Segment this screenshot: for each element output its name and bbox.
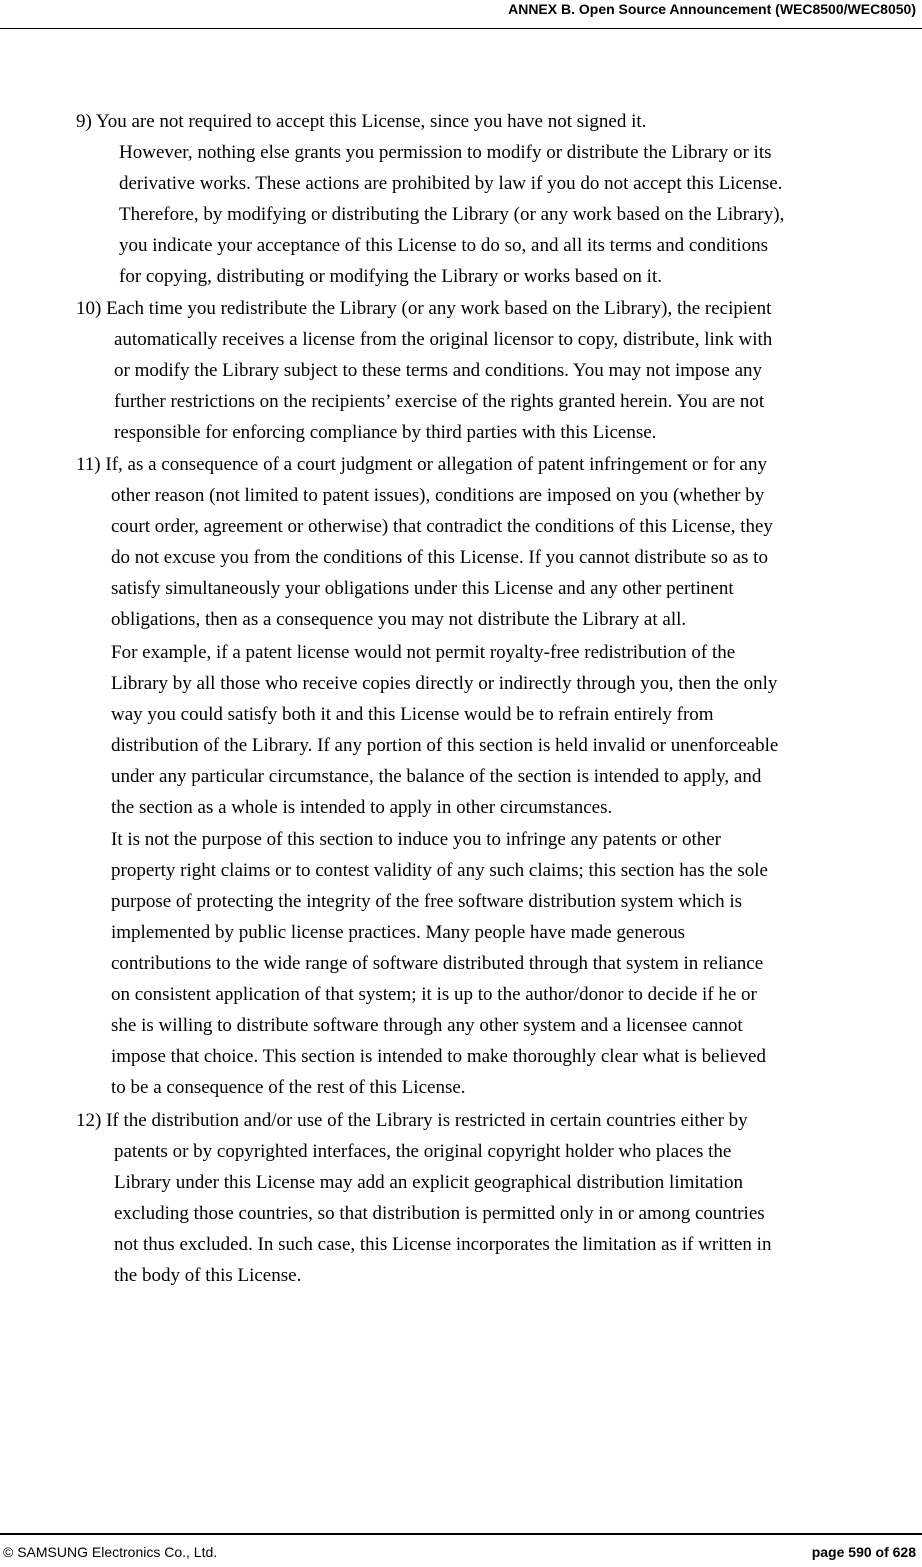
body-line: excluding those countries, so that distribution is permitted only in or among countries (114, 1203, 765, 1224)
body-line: automatically receives a license from the original licensor to copy, distribute, link with (114, 329, 773, 350)
body-line: the section as a whole is intended to apply in other circumstances. (111, 797, 613, 818)
body-line: However, nothing else grants you permission to modify or distribute the Library or its (119, 142, 772, 163)
body-line: Library under this License may add an explicit geographical distribution limitation (114, 1172, 743, 1193)
page-footer (0, 1533, 922, 1567)
body-line: you indicate your acceptance of this License to do so, and all its terms and conditions (119, 235, 768, 256)
body-line: It is not the purpose of this section to induce you to infringe any patents or other (111, 829, 721, 850)
body-line: Library by all those who receive copies directly or indirectly through you, then the only (111, 673, 778, 694)
body-line: 12) If the distribution and/or use of the Library is restricted in certain countries either by (76, 1110, 748, 1131)
body-line: contributions to the wide range of software distributed through that system in reliance (111, 953, 764, 974)
body-line: purpose of protecting the integrity of the free software distribution system which is (111, 891, 743, 912)
body-line: on consistent application of that system; it is up to the author/donor to decide if he or (111, 984, 757, 1005)
body-line: other reason (not limited to patent issues), conditions are imposed on you (whether by (111, 485, 765, 506)
body-line: further restrictions on the recipients’ exercise of the rights granted herein. You are not (114, 391, 765, 412)
body-line: responsible for enforcing compliance by third parties with this License. (114, 422, 657, 443)
body-line: property right claims or to contest validity of any such claims; this section has the sole (111, 860, 768, 881)
body-line: do not excuse you from the conditions of this License. If you cannot distribute so as to (111, 547, 768, 568)
footer-page-number: page 590 of 628 (811, 1544, 916, 1560)
body-line: implemented by public license practices. Many people have made generous (111, 922, 686, 943)
body-line: patents or by copyrighted interfaces, the original copyright holder who places the (114, 1141, 732, 1162)
body-line: satisfy simultaneously your obligations under this License and any other pertinent (111, 578, 734, 599)
body-line: 11) If, as a consequence of a court judgment or allegation of patent infringement or for any (76, 454, 767, 475)
body-line: obligations, then as a consequence you may not distribute the Library at all. (111, 609, 687, 630)
body-line: 10) Each time you redistribute the Library (or any work based on the Library), the recipient (76, 298, 772, 319)
body-line: 9) You are not required to accept this License, since you have not signed it. (76, 111, 647, 132)
body-line: court order, agreement or otherwise) that contradict the conditions of this License, they (111, 516, 773, 537)
header-title: ANNEX B. Open Source Announcement (WEC8500/WEC8050) (508, 1, 916, 17)
body-line: for copying, distributing or modifying the Library or works based on it. (119, 266, 662, 287)
body-line: distribution of the Library. If any portion of this section is held invalid or unenforceable (111, 735, 779, 756)
body-line: under any particular circumstance, the balance of the section is intended to apply, and (111, 766, 762, 787)
body-line: not thus excluded. In such case, this License incorporates the limitation as if written in (114, 1234, 772, 1255)
body-line: she is willing to distribute software through any other system and a licensee cannot (111, 1015, 743, 1036)
body-line: derivative works. These actions are prohibited by law if you do not accept this License. (119, 173, 783, 194)
body-line: or modify the Library subject to these terms and conditions. You may not impose any (114, 360, 763, 381)
body-line: Therefore, by modifying or distributing the Library (or any work based on the Library), (119, 204, 785, 225)
body-line: impose that choice. This section is intended to make thoroughly clear what is believed (111, 1046, 766, 1067)
footer-copyright: © SAMSUNG Electronics Co., Ltd. (3, 1544, 218, 1560)
body-line: to be a consequence of the rest of this License. (111, 1077, 466, 1098)
body-line: the body of this License. (114, 1265, 302, 1286)
body-line: way you could satisfy both it and this License would be to refrain entirely from (111, 704, 714, 725)
body-line: For example, if a patent license would not permit royalty-free redistribution of the (111, 642, 736, 663)
page-header (0, 0, 922, 29)
